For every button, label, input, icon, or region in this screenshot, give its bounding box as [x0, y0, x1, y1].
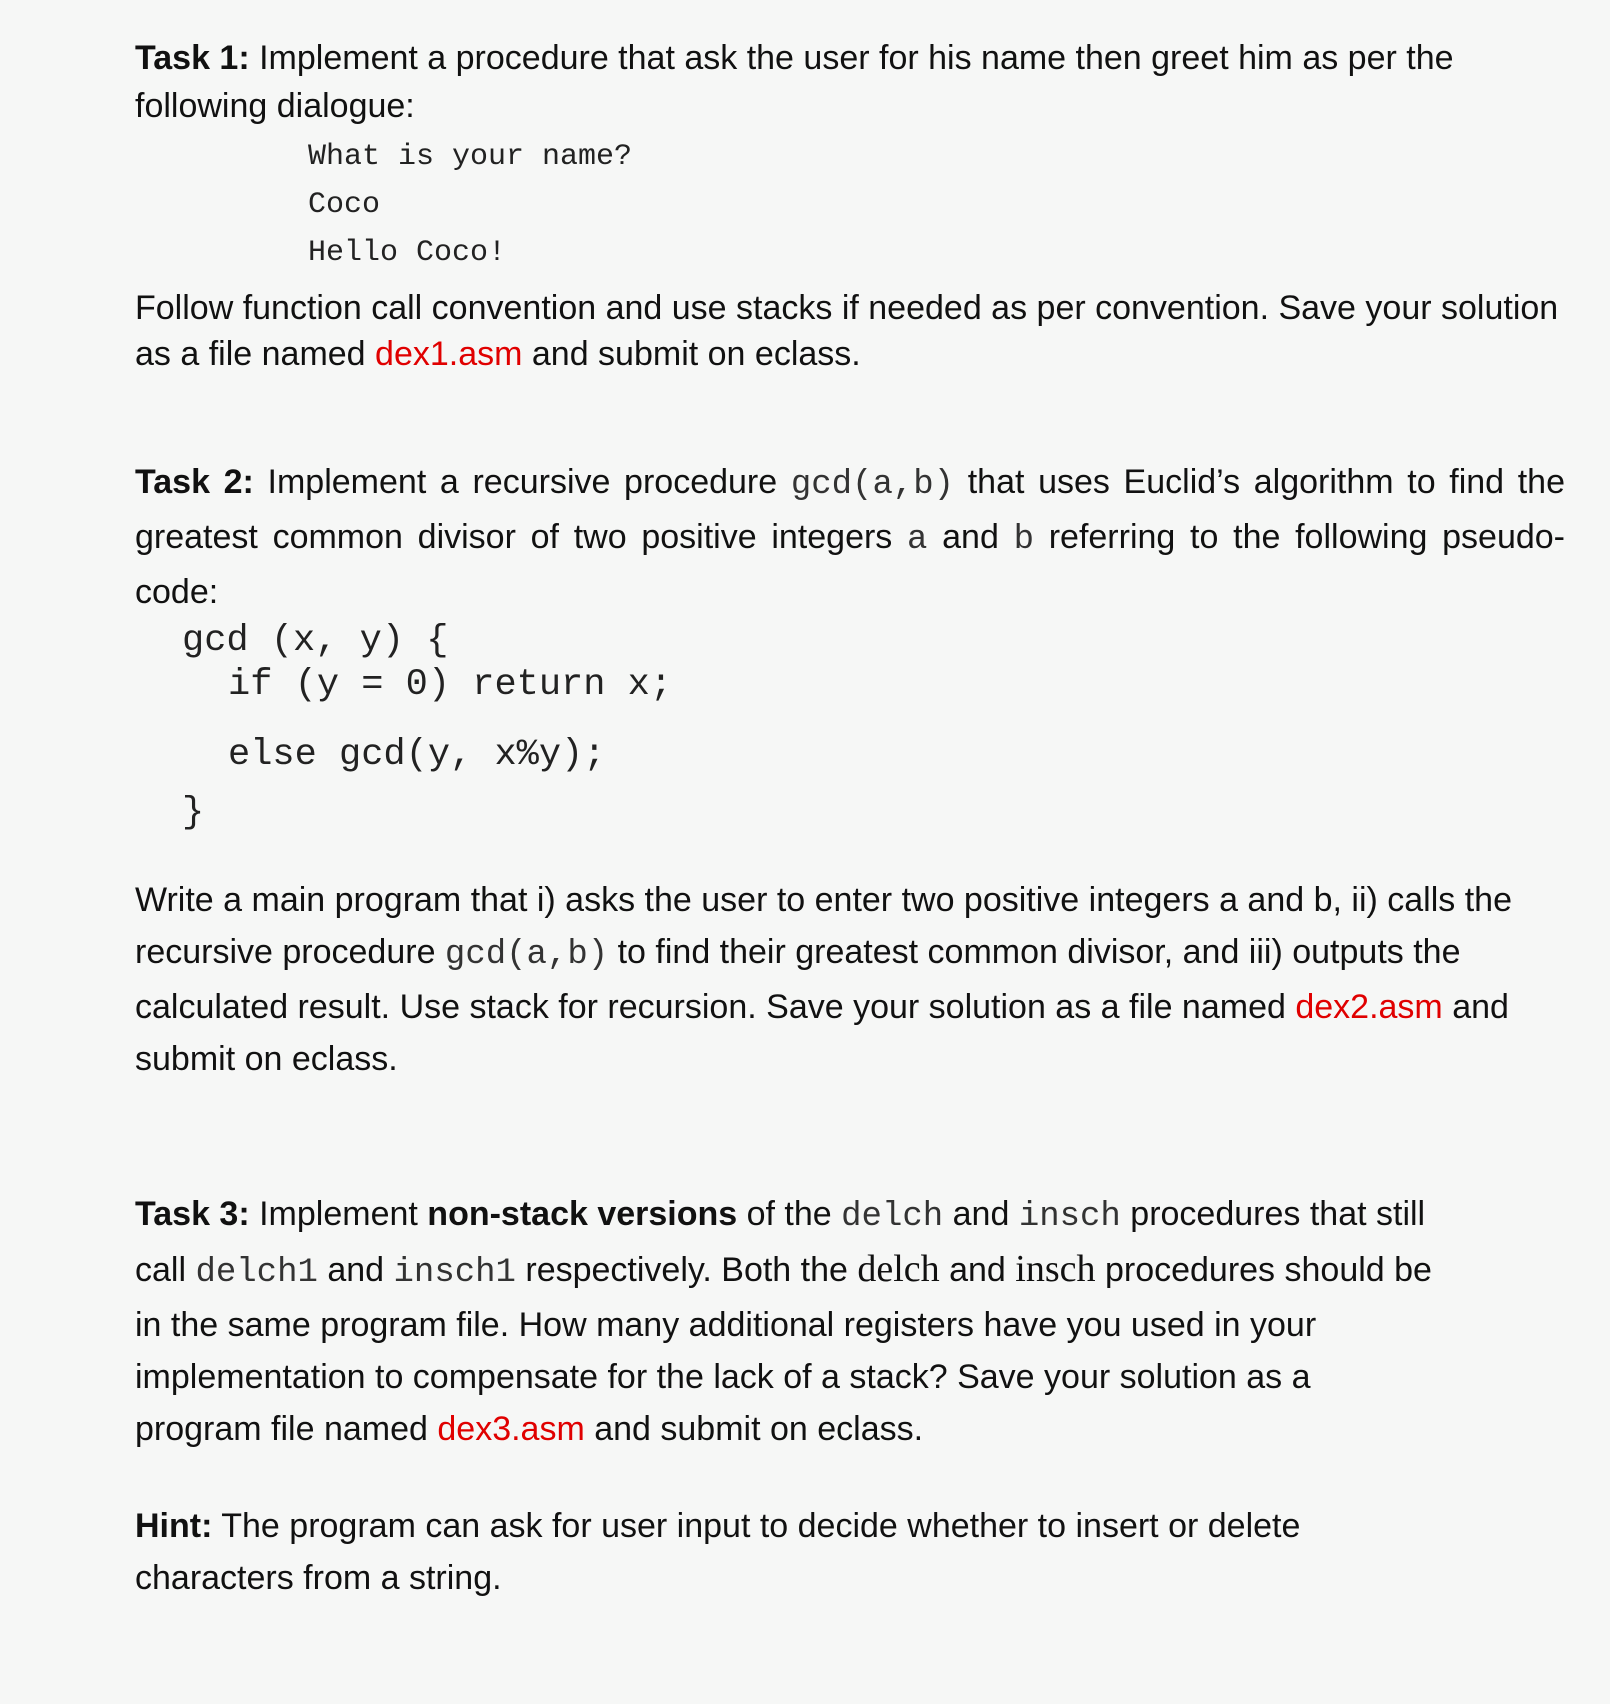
task1-instructions [135, 285, 1565, 377]
task2-code-b: b [1013, 521, 1034, 559]
task3-text-c: procedures that still call [135, 1195, 1426, 1289]
task3-code-delch1: delch1 [195, 1254, 318, 1292]
task1-text-a: Implement a procedure that ask the user for his name then greet him as per the following dialogue: [135, 39, 1454, 125]
pseudo-line-2: if (y = 0) return x; [228, 664, 673, 706]
pseudo-line-3: else gcd(y, x%y); [228, 734, 606, 776]
dialogue-line-1: What is your name? [308, 140, 633, 174]
task2-code-a: a [907, 521, 928, 559]
pseudo-line-4: } [182, 792, 205, 834]
task3-text-and2: and [317, 1251, 394, 1289]
task2-text-c: referring to the following pseudo-code: [135, 518, 1565, 611]
task3-text-a: Implement [259, 1195, 428, 1233]
pseudo-line-1: gcd (x, y) { [182, 620, 449, 662]
task2-code-gcd: gcd(a,b) [790, 466, 955, 504]
task3-code-insch: insch [1018, 1198, 1121, 1236]
task2-main-code: gcd(a,b) [444, 936, 609, 974]
task1-text-c: and submit on eclass. [522, 335, 861, 373]
dialogue-line-2: Coco [308, 188, 381, 222]
hint-paragraph [135, 1500, 1435, 1604]
task2-main-text-b: to find their greatest common divisor, and iii) outputs the calculated result. Use stack for recursion. Save your solution as a file named [135, 933, 1461, 1026]
task3-bold: non-stack versions [427, 1195, 738, 1233]
task3-text-f: and submit on eclass. [584, 1410, 924, 1448]
task3-filename: dex3.asm [437, 1410, 585, 1448]
task3-serif-insch: insch [1015, 1248, 1096, 1290]
task2-label: Task 2: [135, 463, 254, 501]
task3-code-insch1: insch1 [393, 1254, 516, 1292]
task2-text-a: Implement a recursive procedure [267, 463, 791, 501]
task2-main-program [135, 874, 1565, 1085]
task3-serif-delch: delch [857, 1248, 940, 1290]
task2-intro [135, 456, 1565, 618]
task3-text-d: respectively. Both the [515, 1251, 858, 1289]
task3-code-delch: delch [841, 1198, 944, 1236]
task3-text-and3: and [939, 1251, 1016, 1289]
task1-label: Task 1: [135, 39, 250, 77]
task2-filename: dex2.asm [1295, 988, 1443, 1026]
task3-body [135, 1188, 1435, 1455]
task3-text-b: of the [737, 1195, 842, 1233]
task2-main-text-c: and submit on eclass. [135, 988, 1509, 1078]
task3-text-and1: and [943, 1195, 1019, 1233]
task2-main-text-a: Write a main program that i) asks the user to enter two positive integers a and b, ii) calls the recursive procedure [135, 881, 1512, 971]
task1-intro [135, 34, 1565, 130]
task1-text-b: Follow function call convention and use stacks if needed as per convention. Save your solution as a file named [135, 289, 1559, 373]
dialogue-line-3: Hello Coco! [308, 236, 507, 270]
task3-label: Task 3: [135, 1195, 250, 1233]
hint-text: The program can ask for user input to decide whether to insert or delete characters from a string. [135, 1507, 1301, 1597]
task2-text-and: and [927, 518, 1014, 556]
task1-filename: dex1.asm [375, 335, 523, 373]
hint-label: Hint: [135, 1507, 213, 1545]
task2-text-b: that uses Euclid’s algorithm to find the greatest common divisor of two positive integers [135, 463, 1565, 556]
task3-text-e: procedures should be in the same program file. How many additional registers have you used in your implementation to compensate for the lack of a stack? Save your solution as a program file named [135, 1251, 1432, 1448]
